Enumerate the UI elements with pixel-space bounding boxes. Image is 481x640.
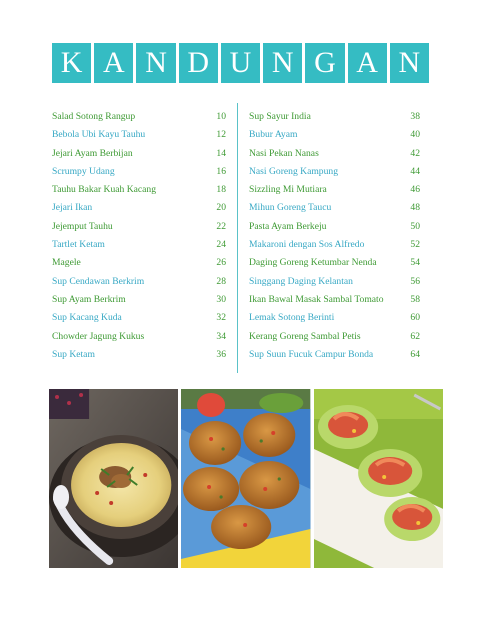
recipe-title: Sizzling Mi Mutiara xyxy=(249,184,327,196)
page-number: 36 xyxy=(216,348,226,360)
page-number: 16 xyxy=(216,165,226,177)
title-letter-tile: N xyxy=(136,43,175,83)
contents-entry xyxy=(52,148,226,166)
contents-entry xyxy=(249,111,420,129)
page-number: 14 xyxy=(216,147,226,159)
recipe-title: Bebola Ubi Kayu Tauhu xyxy=(52,129,146,141)
recipe-title: Sup Suun Fucuk Campur Bonda xyxy=(249,348,374,360)
title-letter-tile: A xyxy=(94,43,133,83)
contents-entry xyxy=(249,221,420,239)
page-title xyxy=(52,43,429,83)
page-number: 62 xyxy=(410,330,420,342)
contents-column-left xyxy=(52,111,226,367)
recipe-title: Ikan Bawal Masak Sambal Tomato xyxy=(249,293,384,305)
recipe-title: Mihun Goreng Taucu xyxy=(249,202,332,214)
page-number: 12 xyxy=(216,129,226,141)
page-number: 30 xyxy=(216,293,226,305)
page-number: 50 xyxy=(410,220,420,232)
title-letter-tile: G xyxy=(305,43,344,83)
recipe-title: Jejari Ikan xyxy=(52,202,93,214)
recipe-title: Sup Cendawan Berkrim xyxy=(52,275,145,287)
contents-entry xyxy=(52,184,226,202)
page-number: 22 xyxy=(216,220,226,232)
page-number: 40 xyxy=(410,129,420,141)
contents-entry xyxy=(249,202,420,220)
page-number: 26 xyxy=(216,257,226,269)
title-letter-tile: U xyxy=(221,43,260,83)
page-number: 54 xyxy=(410,257,420,269)
page-number: 44 xyxy=(410,165,420,177)
recipe-title: Jejari Ayam Berbijan xyxy=(52,147,133,159)
page-number: 56 xyxy=(410,275,420,287)
shrimp-image xyxy=(314,389,443,568)
page-number: 46 xyxy=(410,184,420,196)
recipe-title: Kerang Goreng Sambal Petis xyxy=(249,330,361,342)
contents-entry xyxy=(52,239,226,257)
contents-entry xyxy=(52,221,226,239)
page-number: 32 xyxy=(216,312,226,324)
contents-entry xyxy=(249,129,420,147)
page-number: 38 xyxy=(410,111,420,122)
contents-entry xyxy=(249,148,420,166)
page-number: 10 xyxy=(216,111,226,122)
recipe-title: Sup Sayur India xyxy=(249,111,311,122)
page-number: 34 xyxy=(216,330,226,342)
column-divider xyxy=(237,103,238,373)
recipe-title: Bubur Ayam xyxy=(249,129,298,141)
page-number: 48 xyxy=(410,202,420,214)
contents-entry xyxy=(249,257,420,275)
contents-entry xyxy=(52,257,226,275)
recipe-title: Lemak Sotong Berinti xyxy=(249,312,335,324)
page-number: 24 xyxy=(216,239,226,251)
contents-entry xyxy=(52,294,226,312)
contents-entry xyxy=(249,166,420,184)
page-number: 58 xyxy=(410,293,420,305)
recipe-title: Sup Kacang Kuda xyxy=(52,312,122,324)
contents-entry xyxy=(52,312,226,330)
page-number: 64 xyxy=(410,348,420,360)
contents-column-right xyxy=(249,111,420,367)
title-letter-tile: K xyxy=(52,43,91,83)
contents-entry xyxy=(52,349,226,367)
photo-strip xyxy=(49,389,443,568)
soup-photo xyxy=(49,389,178,568)
title-letter-tile: D xyxy=(179,43,218,83)
recipe-title: Nasi Pekan Nanas xyxy=(249,147,319,159)
page-number: 28 xyxy=(216,275,226,287)
fritters-photo xyxy=(181,389,310,568)
contents-entry xyxy=(249,184,420,202)
recipe-title: Magele xyxy=(52,257,81,269)
contents-entry xyxy=(52,166,226,184)
contents-entry xyxy=(249,239,420,257)
shrimp-photo xyxy=(314,389,443,568)
recipe-title: Jejemput Tauhu xyxy=(52,220,113,232)
contents-entry xyxy=(52,276,226,294)
recipe-title: Pasta Ayam Berkeju xyxy=(249,220,327,232)
recipe-title: Sup Ketam xyxy=(52,348,95,360)
contents-entry xyxy=(249,294,420,312)
page-number: 20 xyxy=(216,202,226,214)
recipe-title: Chowder Jagung Kukus xyxy=(52,330,145,342)
soup-image xyxy=(49,389,178,568)
fritters-image xyxy=(181,389,310,568)
contents-entry xyxy=(52,129,226,147)
page-number: 60 xyxy=(410,312,420,324)
title-letter-tile: N xyxy=(263,43,302,83)
recipe-title: Tartlet Ketam xyxy=(52,239,105,251)
contents-entry xyxy=(52,111,226,129)
page-number: 18 xyxy=(216,184,226,196)
recipe-title: Tauhu Bakar Kuah Kacang xyxy=(52,184,157,196)
recipe-title: Scrumpy Udang xyxy=(52,165,115,177)
recipe-title: Singgang Daging Kelantan xyxy=(249,275,353,287)
recipe-title: Daging Goreng Ketumbar Nenda xyxy=(249,257,377,269)
recipe-title: Salad Sotong Rangup xyxy=(52,111,136,122)
contents-entry xyxy=(249,276,420,294)
title-letter-tile: N xyxy=(390,43,429,83)
title-letter-tile: A xyxy=(348,43,387,83)
contents-entry xyxy=(249,312,420,330)
contents-entry xyxy=(249,349,420,367)
page-number: 42 xyxy=(410,147,420,159)
contents-entry xyxy=(249,331,420,349)
page-number: 52 xyxy=(410,239,420,251)
contents-entry xyxy=(52,202,226,220)
recipe-title: Sup Ayam Berkrim xyxy=(52,293,126,305)
recipe-title: Nasi Goreng Kampung xyxy=(249,165,338,177)
recipe-title: Makaroni dengan Sos Alfredo xyxy=(249,239,365,251)
contents-entry xyxy=(52,331,226,349)
